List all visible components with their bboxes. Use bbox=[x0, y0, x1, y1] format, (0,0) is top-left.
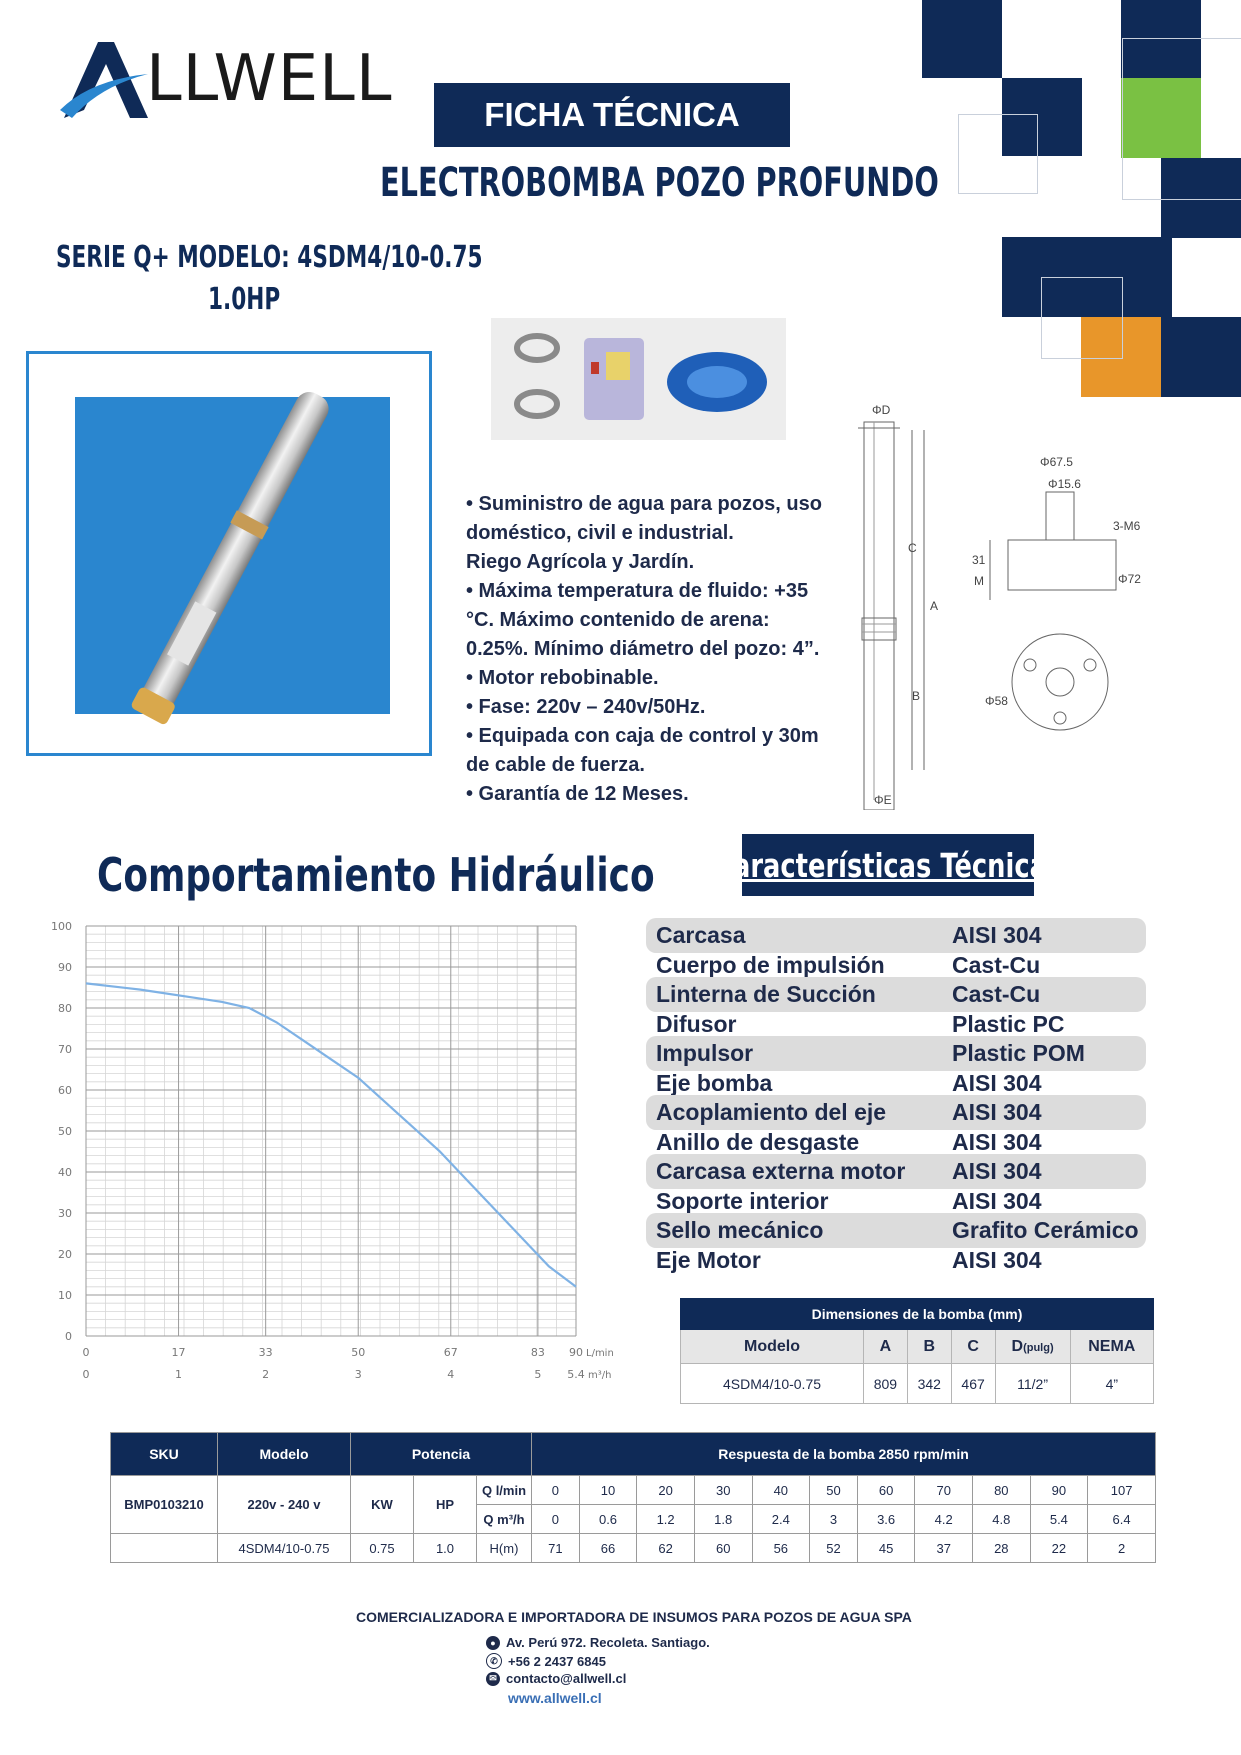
spec-value: AISI 304 bbox=[952, 1158, 1042, 1184]
perf-cell: 60 bbox=[694, 1534, 752, 1563]
pump-image-icon bbox=[29, 354, 429, 754]
performance-chart bbox=[38, 918, 618, 1388]
spec-value: AISI 304 bbox=[952, 1187, 1042, 1214]
x-unit-label: L/min bbox=[586, 1348, 614, 1359]
dim-e-label: ΦE bbox=[874, 793, 892, 807]
model-cell: 4SDM4/10-0.75 bbox=[218, 1534, 351, 1563]
company-logo bbox=[60, 40, 393, 120]
y-tick-label: 10 bbox=[58, 1289, 72, 1302]
dim-31-label: 31 bbox=[972, 553, 986, 567]
perf-cell: 71 bbox=[532, 1534, 580, 1563]
perf-cell: 0 bbox=[532, 1505, 580, 1534]
hydraulic-title: Comportamiento Hidráulico bbox=[97, 848, 655, 902]
feature-item: • Máxima temperatura de fluido: +35 °C. Máximo contenido de arena: 0.25%. Mínimo diámetro del pozo: 4”. bbox=[466, 580, 820, 660]
perf-cell: 20 bbox=[637, 1476, 695, 1505]
dim-m-label: M bbox=[974, 574, 984, 588]
feature-item: • Equipada con caja de control y 30m de cable de fuerza. bbox=[466, 725, 819, 776]
x-tick-label: 50 bbox=[351, 1346, 366, 1359]
phone-text: +56 2 2437 6845 bbox=[508, 1653, 606, 1669]
y-tick-label: 100 bbox=[51, 920, 72, 933]
dims-cell: 4SDM4/10-0.75 bbox=[681, 1364, 864, 1404]
spec-key: Carcasa bbox=[656, 922, 746, 948]
dim-c-label: C bbox=[908, 541, 917, 555]
spec-key: Soporte interior bbox=[656, 1187, 829, 1214]
perf-cell: 1.8 bbox=[694, 1505, 752, 1534]
x-tick-label: 33 bbox=[258, 1346, 273, 1359]
spec-key: Cuerpo de impulsión bbox=[656, 951, 885, 978]
feature-item: • Suministro de agua para pozos, uso doméstico, civil e industrial. bbox=[466, 493, 822, 544]
y-tick-label: 90 bbox=[58, 961, 72, 974]
perf-cell: 0 bbox=[532, 1476, 580, 1505]
hp-label: HP bbox=[414, 1476, 477, 1534]
website-link[interactable]: www.allwell.cl bbox=[508, 1690, 602, 1706]
spec-value: Plastic POM bbox=[952, 1040, 1085, 1066]
dims-title: Dimensiones de la bomba (mm) bbox=[681, 1299, 1154, 1330]
spec-value: Cast-Cu bbox=[952, 981, 1041, 1007]
spec-value: Grafito Cerámico bbox=[952, 1217, 1139, 1243]
dims-cell: 809 bbox=[864, 1364, 908, 1404]
footer-company: COMERCIALIZADORA E IMPORTADORA DE INSUMOS PARA POZOS DE AGUA SPA bbox=[356, 1609, 912, 1625]
x-tick-label: 83 bbox=[530, 1346, 545, 1359]
perf-cell: 0.6 bbox=[579, 1505, 637, 1534]
y-tick-label: 20 bbox=[58, 1248, 72, 1261]
spec-value: AISI 304 bbox=[952, 1099, 1042, 1125]
y-tick-label: 70 bbox=[58, 1043, 72, 1056]
features-list bbox=[466, 490, 836, 809]
perf-cell: 4.8 bbox=[973, 1505, 1031, 1534]
spec-value: Cast-Cu bbox=[952, 951, 1041, 978]
y-tick-label: 0 bbox=[65, 1330, 72, 1343]
y-tick-label: 40 bbox=[58, 1166, 72, 1179]
x2-tick-label: 1 bbox=[175, 1368, 183, 1381]
perf-cell: 52 bbox=[810, 1534, 858, 1563]
dims-header-d: D(pulg) bbox=[995, 1330, 1070, 1364]
dims-cell: 11/2” bbox=[995, 1364, 1070, 1404]
technical-drawing bbox=[850, 400, 1150, 810]
x2-tick-label: 3 bbox=[354, 1368, 362, 1381]
logo-mark-icon bbox=[60, 40, 150, 120]
x2-tick-label: 5 bbox=[534, 1368, 542, 1381]
perf-cell: 6.4 bbox=[1088, 1505, 1156, 1534]
perf-cell: 30 bbox=[694, 1476, 752, 1505]
perf-cell: 3 bbox=[810, 1505, 858, 1534]
dim-72-label: Φ72 bbox=[1118, 572, 1141, 586]
footer-phone bbox=[486, 1653, 606, 1669]
spec-row bbox=[646, 1243, 1146, 1278]
perf-header-sku: SKU bbox=[111, 1433, 218, 1476]
phone-icon: ✆ bbox=[486, 1653, 502, 1669]
perf-cell: 60 bbox=[857, 1476, 915, 1505]
feature-item: • Fase: 220v – 240v/50Hz. bbox=[466, 696, 706, 718]
product-photo bbox=[26, 351, 432, 756]
page-title: ELECTROBOMBA POZO PROFUNDO bbox=[380, 160, 939, 206]
y-tick-label: 80 bbox=[58, 1002, 72, 1015]
dim-m6-label: 3-M6 bbox=[1113, 519, 1141, 533]
x2-tick-label: 4 bbox=[447, 1368, 455, 1381]
email-icon: ✉ bbox=[486, 1672, 500, 1686]
perf-cell: 28 bbox=[973, 1534, 1031, 1563]
perf-cell: 37 bbox=[915, 1534, 973, 1563]
spec-key: Difusor bbox=[656, 1010, 737, 1037]
x-tick-label: 0 bbox=[82, 1346, 90, 1359]
specs-title-badge bbox=[713, 834, 1063, 896]
perf-cell: 4.2 bbox=[915, 1505, 973, 1534]
dim-b-label: B bbox=[912, 689, 921, 703]
footer-address bbox=[486, 1635, 710, 1650]
spec-key: Sello mecánico bbox=[656, 1217, 824, 1243]
perf-cell: 1.2 bbox=[637, 1505, 695, 1534]
spec-key: Carcasa externa motor bbox=[656, 1158, 906, 1184]
spec-value: Plastic PC bbox=[952, 1010, 1065, 1037]
empty-cell bbox=[111, 1534, 218, 1563]
dim-156-label: Φ15.6 bbox=[1048, 477, 1081, 491]
decor-squares bbox=[905, 0, 1241, 400]
perf-cell: 45 bbox=[857, 1534, 915, 1563]
dims-cell: 342 bbox=[907, 1364, 951, 1404]
footer-email bbox=[486, 1671, 626, 1686]
dimensions-table bbox=[680, 1298, 1154, 1404]
perf-cell: 2 bbox=[1088, 1534, 1156, 1563]
perf-cell: 40 bbox=[752, 1476, 810, 1505]
dims-header: NEMA bbox=[1070, 1330, 1153, 1364]
perf-cell: 10 bbox=[579, 1476, 637, 1505]
perf-cell: 22 bbox=[1030, 1534, 1088, 1563]
kw-label: KW bbox=[351, 1476, 414, 1534]
feature-item: • Garantía de 12 Meses. bbox=[466, 783, 689, 805]
dim-a-label: A bbox=[930, 599, 939, 613]
series-line bbox=[86, 983, 576, 1286]
hm-label: H(m) bbox=[477, 1534, 532, 1563]
spec-value: AISI 304 bbox=[952, 1128, 1042, 1155]
x-tick-label: 17 bbox=[171, 1346, 186, 1359]
perf-cell: 66 bbox=[579, 1534, 637, 1563]
q-m3h-label: Q m³/h bbox=[477, 1505, 532, 1534]
x-tick-label: 67 bbox=[443, 1346, 458, 1359]
voltage-cell: 220v - 240 v bbox=[218, 1476, 351, 1534]
spec-key: Linterna de Succión bbox=[656, 981, 876, 1007]
x2-unit-label: m³/h bbox=[588, 1370, 612, 1381]
y-tick-label: 60 bbox=[58, 1084, 72, 1097]
perf-header-response: Respuesta de la bomba 2850 rpm/min bbox=[532, 1433, 1156, 1476]
y-tick-label: 30 bbox=[58, 1207, 72, 1220]
perf-cell: 80 bbox=[973, 1476, 1031, 1505]
model-series: SERIE Q+ MODELO: 4SDM4/10-0.75 bbox=[56, 240, 483, 275]
perf-cell: 56 bbox=[752, 1534, 810, 1563]
model-hp: 1.0HP bbox=[208, 282, 281, 317]
x2-tick-label: 0 bbox=[82, 1368, 90, 1381]
dims-cell: 467 bbox=[951, 1364, 995, 1404]
spec-key: Eje Motor bbox=[656, 1246, 761, 1273]
spec-value: AISI 304 bbox=[952, 1246, 1042, 1273]
ficha-tecnica-badge: FICHA TÉCNICA bbox=[434, 83, 790, 147]
dim-58-label: Φ58 bbox=[985, 694, 1008, 708]
perf-cell: 5.4 bbox=[1030, 1505, 1088, 1534]
dims-header: A bbox=[864, 1330, 908, 1364]
perf-header-potencia: Potencia bbox=[351, 1433, 532, 1476]
perf-cell: 3.6 bbox=[857, 1505, 915, 1534]
performance-table bbox=[110, 1432, 1156, 1563]
spec-value: AISI 304 bbox=[952, 922, 1042, 948]
dim-675-label: Φ67.5 bbox=[1040, 455, 1073, 469]
location-pin-icon: ● bbox=[486, 1636, 500, 1650]
hp-cell: 1.0 bbox=[414, 1534, 477, 1563]
perf-cell: 50 bbox=[810, 1476, 858, 1505]
y-tick-label: 50 bbox=[58, 1125, 72, 1138]
kw-cell: 0.75 bbox=[351, 1534, 414, 1563]
perf-cell: 70 bbox=[915, 1476, 973, 1505]
spec-key: Eje bomba bbox=[656, 1069, 773, 1096]
dims-header: C bbox=[951, 1330, 995, 1364]
perf-cell: 2.4 bbox=[752, 1505, 810, 1534]
dim-d-label: ΦD bbox=[872, 403, 891, 417]
dims-header: Modelo bbox=[681, 1330, 864, 1364]
accessories-image bbox=[491, 318, 786, 440]
spec-value: AISI 304 bbox=[952, 1069, 1042, 1096]
perf-cell: 107 bbox=[1088, 1476, 1156, 1505]
feature-item: Riego Agrícola y Jardín. bbox=[466, 551, 695, 573]
perf-header-modelo: Modelo bbox=[218, 1433, 351, 1476]
dims-cell: 4” bbox=[1070, 1364, 1153, 1404]
perf-cell: 62 bbox=[637, 1534, 695, 1563]
x-tick-label: 90 bbox=[569, 1346, 583, 1359]
accessories-icon bbox=[491, 318, 786, 440]
spec-key: Acoplamiento del eje bbox=[656, 1099, 887, 1125]
address-text: Av. Perú 972. Recoleta. Santiago. bbox=[506, 1635, 710, 1650]
feature-item: • Motor rebobinable. bbox=[466, 667, 659, 689]
spec-key: Impulsor bbox=[656, 1040, 754, 1066]
email-link[interactable]: contacto@allwell.cl bbox=[506, 1671, 627, 1686]
logo-text: LLWELL bbox=[146, 42, 393, 116]
sku-cell: BMP0103210 bbox=[111, 1476, 218, 1534]
x2-tick-label: 2 bbox=[262, 1368, 270, 1381]
x2-tick-label: 5.4 bbox=[567, 1368, 585, 1381]
specs-title: Características Técnicas bbox=[713, 845, 1063, 885]
q-lmin-label: Q l/min bbox=[477, 1476, 532, 1505]
spec-key: Anillo de desgaste bbox=[656, 1128, 860, 1155]
dims-header: B bbox=[907, 1330, 951, 1364]
perf-cell: 90 bbox=[1030, 1476, 1088, 1505]
